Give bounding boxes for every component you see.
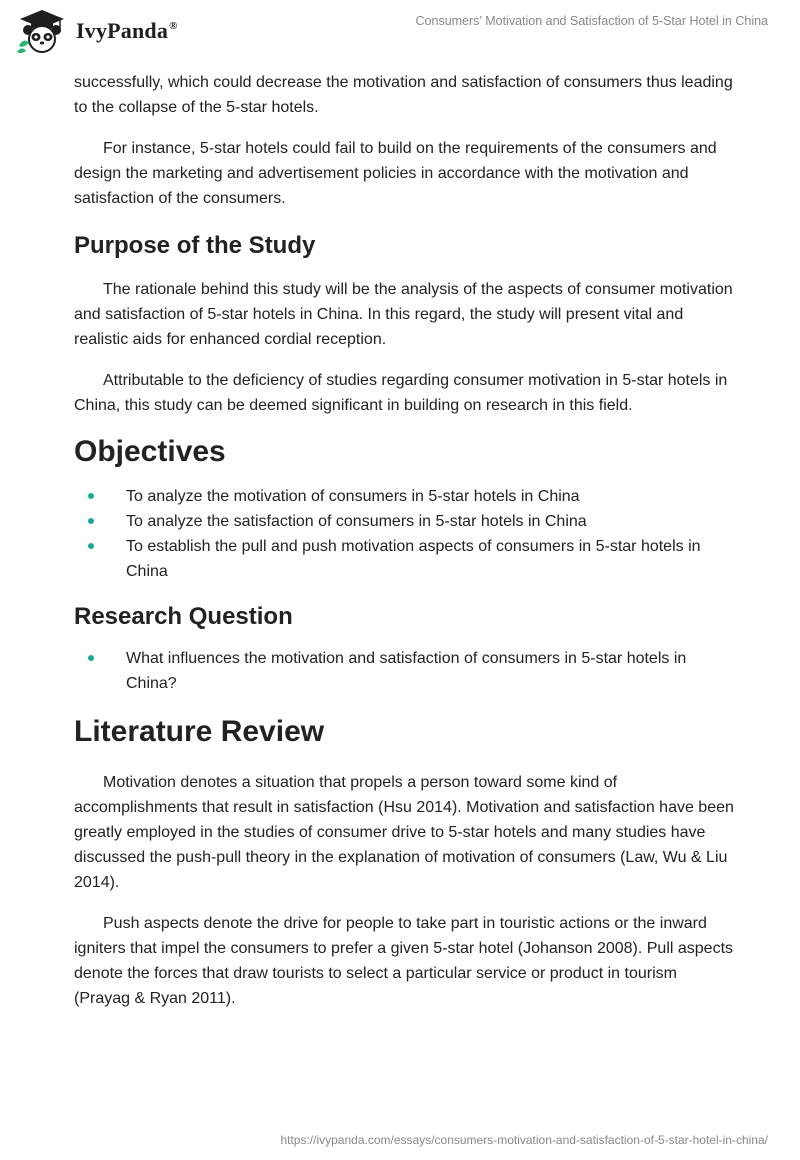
paragraph: Push aspects denote the drive for people to take part in touristic actions or the inward igniters that impel the consumers to prefer a given 5-star hotel (Johanson 2008). Pull aspects denote the forces that draw tourists to select a particular service or product in tourism (Prayag & Ryan 2011).	[74, 915, 734, 1007]
bullet-icon	[88, 493, 94, 499]
objectives-list	[74, 484, 734, 584]
heading-objectives: Objectives	[74, 435, 226, 468]
list-item: To establish the pull and push motivation aspects of consumers in 5-star hotels in China	[74, 534, 734, 584]
list-item: What influences the motivation and satisfaction of consumers in 5-star hotels in China?	[74, 646, 734, 696]
ivypanda-logo[interactable]	[14, 8, 178, 54]
brand-name: IvyPanda®	[76, 18, 178, 43]
document-title: Consumers’ Motivation and Satisfaction of 5-Star Hotel in China	[415, 14, 768, 28]
bullet-icon	[88, 518, 94, 524]
bullet-icon	[88, 543, 94, 549]
list-item: To analyze the satisfaction of consumers in 5-star hotels in China	[74, 509, 734, 534]
heading-literature-review: Literature Review	[74, 715, 325, 748]
paragraph: The rationale behind this study will be the analysis of the aspects of consumer motivation and satisfaction of 5-star hotels in China. In this regard, the study will present vital and realistic aids for enhanced cordial reception.	[74, 281, 733, 348]
panda-graduate-icon	[14, 8, 70, 54]
bullet-icon	[88, 655, 94, 661]
paragraph: Attributable to the deficiency of studies regarding consumer motivation in 5-star hotels in China, this study can be deemed significant in building on research in this field.	[74, 372, 728, 414]
paragraph: successfully, which could decrease the motivation and satisfaction of consumers thus leading to the collapse of the 5-star hotels.	[74, 74, 733, 116]
paragraph: For instance, 5-star hotels could fail to build on the requirements of the consumers and design the marketing and advertisement policies in accordance with the motivation and satisfaction of the consumers.	[74, 140, 717, 207]
page-header	[0, 0, 800, 64]
essay-content	[74, 70, 734, 1027]
list-item: To analyze the motivation of consumers in 5-star hotels in China	[74, 484, 734, 509]
heading-research-question: Research Question	[74, 603, 293, 630]
research-question-list	[74, 646, 734, 696]
paragraph: Motivation denotes a situation that propels a person toward some kind of accomplishments that result in satisfaction (Hsu 2014). Motivation and satisfaction have been greatly employed in the studies of consumer drive to 5-star hotels and many studies have discussed the push-pull theory in the explanation of motivation of consumers (Law, Wu & Liu 2014).	[74, 774, 734, 891]
source-url-link[interactable]: https://ivypanda.com/essays/consumers-motivation-and-satisfaction-of-5-star-hotel-in-china/	[280, 1133, 768, 1147]
heading-purpose-of-the-study: Purpose of the Study	[74, 232, 316, 259]
